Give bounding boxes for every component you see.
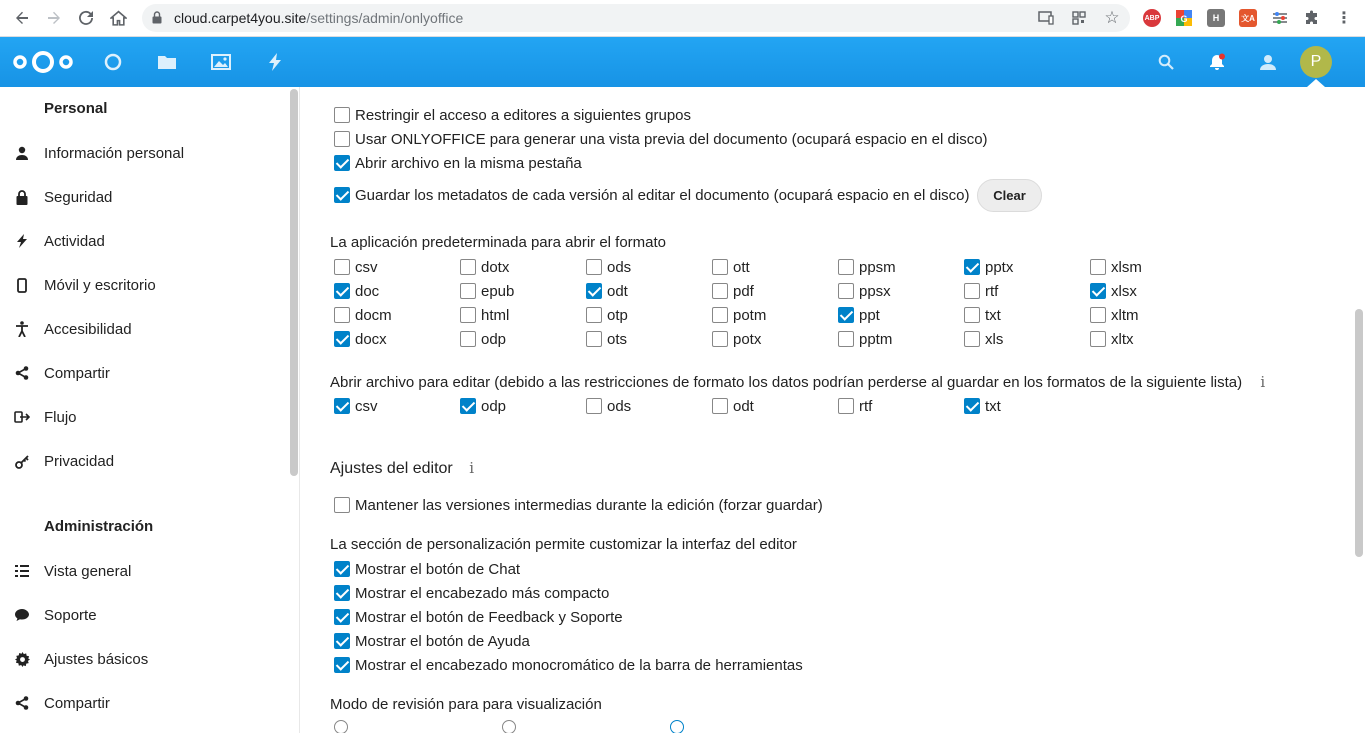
list-icon	[0, 549, 44, 593]
format-label: xltx	[1111, 330, 1134, 348]
format-option[interactable]	[334, 281, 379, 301]
sidebar-item-label: Flujo	[44, 408, 77, 426]
translate-extension-icon[interactable]: 文A	[1239, 9, 1257, 27]
checkbox[interactable]	[712, 331, 728, 347]
checkbox[interactable]	[1090, 307, 1106, 323]
option-feedback-button[interactable]: Mostrar el botón de Feedback y Soporte	[334, 607, 623, 627]
checkbox[interactable]	[334, 259, 350, 275]
format-option[interactable]	[838, 396, 872, 416]
format-label: rtf	[985, 282, 999, 300]
clear-button[interactable]: Clear	[977, 179, 1042, 212]
option-chat-button[interactable]: Mostrar el botón de Chat	[334, 559, 520, 579]
format-label: xlsm	[1111, 258, 1142, 276]
checkbox[interactable]	[964, 398, 980, 414]
edit-formats-title: Abrir archivo para editar (debido a las restricciones de formato los datos podrían perderse al guardar en los formatos de la siguiente lista) i	[330, 373, 1266, 391]
checkbox[interactable]	[964, 331, 980, 347]
google-extension-icon[interactable]	[1175, 9, 1193, 27]
review-mode-radio[interactable]	[334, 720, 348, 733]
format-label: txt	[985, 306, 1001, 324]
lock-icon	[0, 175, 44, 219]
sidebar-item-label: Privacidad	[44, 452, 115, 470]
files-icon[interactable]	[156, 51, 178, 73]
review-mode-radio[interactable]	[670, 720, 684, 733]
format-option[interactable]	[460, 329, 506, 349]
format-label: docm	[355, 306, 392, 324]
format-label: docx	[355, 330, 387, 348]
dashboard-icon[interactable]	[102, 51, 124, 73]
format-option[interactable]	[1090, 329, 1134, 349]
format-label: ott	[733, 258, 750, 276]
address-bar[interactable]	[142, 4, 1130, 32]
format-option[interactable]	[964, 305, 1001, 325]
format-option[interactable]	[334, 305, 392, 325]
format-label: ods	[607, 258, 632, 276]
sidebar-item-label: Compartir	[44, 694, 110, 712]
format-label: pptx	[985, 258, 1014, 276]
sliders-extension-icon[interactable]	[1271, 9, 1289, 27]
format-option[interactable]	[712, 305, 766, 325]
nextcloud-logo[interactable]	[12, 49, 74, 75]
option-compact-header[interactable]: Mostrar el encabezado más compacto	[334, 583, 609, 603]
qr-code-icon[interactable]	[1071, 10, 1087, 26]
accessibility-icon	[0, 307, 44, 351]
format-label: csv	[355, 258, 378, 276]
checkbox[interactable]	[586, 283, 602, 299]
checkbox[interactable]	[334, 107, 350, 123]
format-label: xls	[985, 330, 1004, 348]
checkbox[interactable]	[1090, 331, 1106, 347]
format-option[interactable]	[460, 396, 506, 416]
user-icon	[0, 131, 44, 175]
sidebar-item-label: Soporte	[44, 606, 97, 624]
sidebar-item-overview[interactable]	[0, 549, 285, 593]
checkbox[interactable]	[460, 259, 476, 275]
sidebar-item-label: Accesibilidad	[44, 320, 132, 338]
option-preview[interactable]: Usar ONLYOFFICE para generar una vista previa del documento (ocupará espacio en el disco)	[334, 129, 988, 149]
format-option[interactable]	[460, 257, 509, 277]
format-label: otp	[607, 306, 628, 324]
format-option[interactable]	[586, 305, 628, 325]
review-mode-title: Modo de revisión para para visualización	[330, 696, 602, 713]
format-option[interactable]	[334, 329, 387, 349]
default-app-title: La aplicación predeterminada para abrir el formato	[330, 234, 667, 251]
checkbox[interactable]	[838, 331, 854, 347]
sidebar-item-label: Vista general	[44, 562, 132, 580]
format-option[interactable]	[712, 396, 754, 416]
sidebar-item-flow[interactable]	[0, 395, 285, 439]
format-option[interactable]	[838, 305, 880, 325]
checkbox[interactable]	[712, 283, 728, 299]
app-header	[0, 37, 1365, 87]
format-option[interactable]	[460, 281, 514, 301]
format-option[interactable]	[838, 329, 892, 349]
key-icon	[0, 439, 44, 483]
checkbox[interactable]	[838, 283, 854, 299]
menu-caret	[1307, 79, 1325, 87]
cast-icon[interactable]	[1038, 10, 1054, 26]
format-option[interactable]	[1090, 257, 1142, 277]
format-label: ppsx	[859, 282, 891, 300]
format-option[interactable]	[586, 281, 628, 301]
option-same-tab[interactable]: Abrir archivo en la misma pestaña	[334, 153, 582, 173]
checkbox[interactable]	[460, 331, 476, 347]
format-label: epub	[481, 282, 515, 300]
format-label: xltm	[1111, 306, 1139, 324]
lock-icon[interactable]	[152, 11, 162, 24]
browser-toolbar	[0, 0, 1365, 37]
chat-icon	[0, 593, 44, 637]
forward-icon[interactable]	[42, 6, 66, 30]
search-icon[interactable]	[1155, 51, 1177, 73]
sidebar-heading-admin: Administración	[44, 518, 154, 535]
checkbox[interactable]	[838, 398, 854, 414]
info-icon[interactable]: i	[469, 459, 474, 477]
format-option[interactable]	[1090, 305, 1139, 325]
sidebar-item-basic-settings[interactable]	[0, 637, 285, 681]
sidebar-item-accessibility[interactable]	[0, 307, 285, 351]
checkbox[interactable]	[964, 259, 980, 275]
format-label: odp	[481, 397, 507, 415]
option-help-button[interactable]: Mostrar el botón de Ayuda	[334, 631, 530, 651]
format-option[interactable]	[712, 329, 761, 349]
format-option[interactable]	[1090, 281, 1137, 301]
checkbox[interactable]	[712, 259, 728, 275]
sidebar-item-label: Ajustes básicos	[44, 650, 149, 668]
info-icon[interactable]: i	[1260, 373, 1266, 391]
checkbox[interactable]	[460, 307, 476, 323]
review-mode-radio[interactable]	[502, 720, 516, 733]
format-option[interactable]	[586, 396, 631, 416]
photos-icon[interactable]	[210, 51, 232, 73]
format-option[interactable]	[334, 257, 378, 277]
contacts-icon[interactable]	[1256, 51, 1278, 73]
format-label: potm	[733, 306, 767, 324]
checkbox[interactable]	[838, 259, 854, 275]
format-label: odt	[607, 282, 628, 300]
checkbox[interactable]	[334, 331, 350, 347]
sidebar-item-label: Móvil y escritorio	[44, 276, 156, 294]
phone-icon	[0, 263, 44, 307]
format-option[interactable]	[334, 396, 378, 416]
checkbox[interactable]	[334, 497, 350, 513]
customization-title: La sección de personalización permite customizar la interfaz del editor	[330, 536, 797, 553]
format-label: rtf	[859, 397, 873, 415]
flash-icon	[0, 219, 44, 263]
sidebar-item-label: Seguridad	[44, 188, 113, 206]
checkbox[interactable]	[460, 283, 476, 299]
checkbox[interactable]	[334, 155, 350, 171]
checkbox[interactable]	[334, 307, 350, 323]
format-option[interactable]	[964, 281, 998, 301]
sidebar-item-support[interactable]	[0, 593, 285, 637]
gear-icon	[0, 637, 44, 681]
notifications-icon[interactable]	[1206, 51, 1228, 73]
abp-extension-icon[interactable]: ABP	[1143, 9, 1161, 27]
format-label: odt	[733, 397, 754, 415]
settings-sidebar	[0, 87, 300, 733]
checkbox[interactable]	[586, 259, 602, 275]
option-restrict-groups[interactable]: Restringir el acceso a editores a siguientes grupos	[334, 105, 691, 125]
sidebar-item-security[interactable]	[0, 175, 285, 219]
format-option[interactable]	[838, 281, 891, 301]
checkbox[interactable]	[334, 187, 350, 203]
checkbox[interactable]	[586, 398, 602, 414]
option-monochrome-header[interactable]: Mostrar el encabezado monocromático de la barra de herramientas	[334, 655, 803, 675]
sidebar-item-activity[interactable]	[0, 219, 285, 263]
format-label: ppt	[859, 306, 880, 324]
flow-icon	[0, 395, 44, 439]
format-label: odp	[481, 330, 507, 348]
checkbox[interactable]	[334, 609, 350, 625]
format-label: ppsm	[859, 258, 896, 276]
format-label: pptm	[859, 330, 893, 348]
sidebar-item-label: Información personal	[44, 144, 185, 162]
sidebar-scrollbar[interactable]	[290, 89, 298, 476]
back-icon[interactable]	[10, 6, 34, 30]
format-label: xlsx	[1111, 282, 1137, 300]
puzzle-extension-icon[interactable]	[1303, 9, 1321, 27]
option-force-save[interactable]: Mantener las versiones intermedias durante la edición (forzar guardar)	[334, 495, 823, 515]
option-version-metadata[interactable]: Guardar los metadatos de cada versión al editar el documento (ocupará espacio en el disco)	[334, 185, 970, 205]
checkbox[interactable]	[1090, 283, 1106, 299]
sidebar-item-admin-sharing[interactable]	[0, 681, 285, 725]
menu-kebab-icon[interactable]: ⋮	[1336, 10, 1352, 27]
reload-icon[interactable]	[74, 6, 98, 30]
format-label: dotx	[481, 258, 510, 276]
share-icon	[0, 681, 44, 725]
checkbox[interactable]	[712, 307, 728, 323]
checkbox[interactable]	[334, 561, 350, 577]
main-scrollbar[interactable]	[1355, 309, 1363, 557]
checkbox[interactable]	[586, 331, 602, 347]
format-option[interactable]	[964, 329, 1003, 349]
onlyoffice-settings	[300, 87, 1365, 733]
sidebar-item-mobile-desktop[interactable]	[0, 263, 285, 307]
h-extension-icon[interactable]: H	[1207, 9, 1225, 27]
format-option[interactable]	[586, 329, 627, 349]
checkbox[interactable]	[460, 398, 476, 414]
checkbox[interactable]	[334, 657, 350, 673]
format-label: ots	[607, 330, 628, 348]
checkbox[interactable]	[586, 307, 602, 323]
checkbox[interactable]	[964, 307, 980, 323]
format-label: pdf	[733, 282, 754, 300]
format-label: ods	[607, 397, 632, 415]
sidebar-item-sharing[interactable]	[0, 351, 285, 395]
format-option[interactable]	[964, 257, 1013, 277]
checkbox[interactable]	[712, 398, 728, 414]
home-icon[interactable]	[106, 6, 130, 30]
sidebar-heading-personal: Personal	[44, 100, 108, 117]
checkbox[interactable]	[334, 131, 350, 147]
checkbox[interactable]	[334, 585, 350, 601]
checkbox[interactable]	[964, 283, 980, 299]
sidebar-item-personal-info[interactable]	[0, 131, 285, 175]
format-label: html	[481, 306, 510, 324]
editor-settings-title: Ajustes del editor i	[330, 459, 474, 477]
checkbox[interactable]	[334, 398, 350, 414]
format-label: txt	[985, 397, 1001, 415]
svg-text:G: G	[1180, 14, 1188, 24]
avatar[interactable]: P	[1300, 46, 1332, 78]
format-option[interactable]	[712, 281, 754, 301]
format-option[interactable]	[964, 396, 1001, 416]
sidebar-item-label: Actividad	[44, 232, 105, 250]
format-label: doc	[355, 282, 380, 300]
star-icon[interactable]: ☆	[1104, 8, 1120, 27]
sidebar-item-label: Compartir	[44, 364, 110, 382]
checkbox[interactable]	[1090, 259, 1106, 275]
checkbox[interactable]	[838, 307, 854, 323]
format-option[interactable]	[460, 305, 509, 325]
format-label: csv	[355, 397, 378, 415]
sidebar-item-privacy[interactable]	[0, 439, 285, 483]
activity-icon[interactable]	[264, 51, 286, 73]
format-label: potx	[733, 330, 762, 348]
url-text: cloud.carpet4you.site/settings/admin/onlyoffice	[174, 10, 464, 26]
format-option[interactable]	[838, 257, 896, 277]
checkbox[interactable]	[334, 283, 350, 299]
format-option[interactable]	[712, 257, 750, 277]
share-icon	[0, 351, 44, 395]
checkbox[interactable]	[334, 633, 350, 649]
format-option[interactable]	[586, 257, 631, 277]
